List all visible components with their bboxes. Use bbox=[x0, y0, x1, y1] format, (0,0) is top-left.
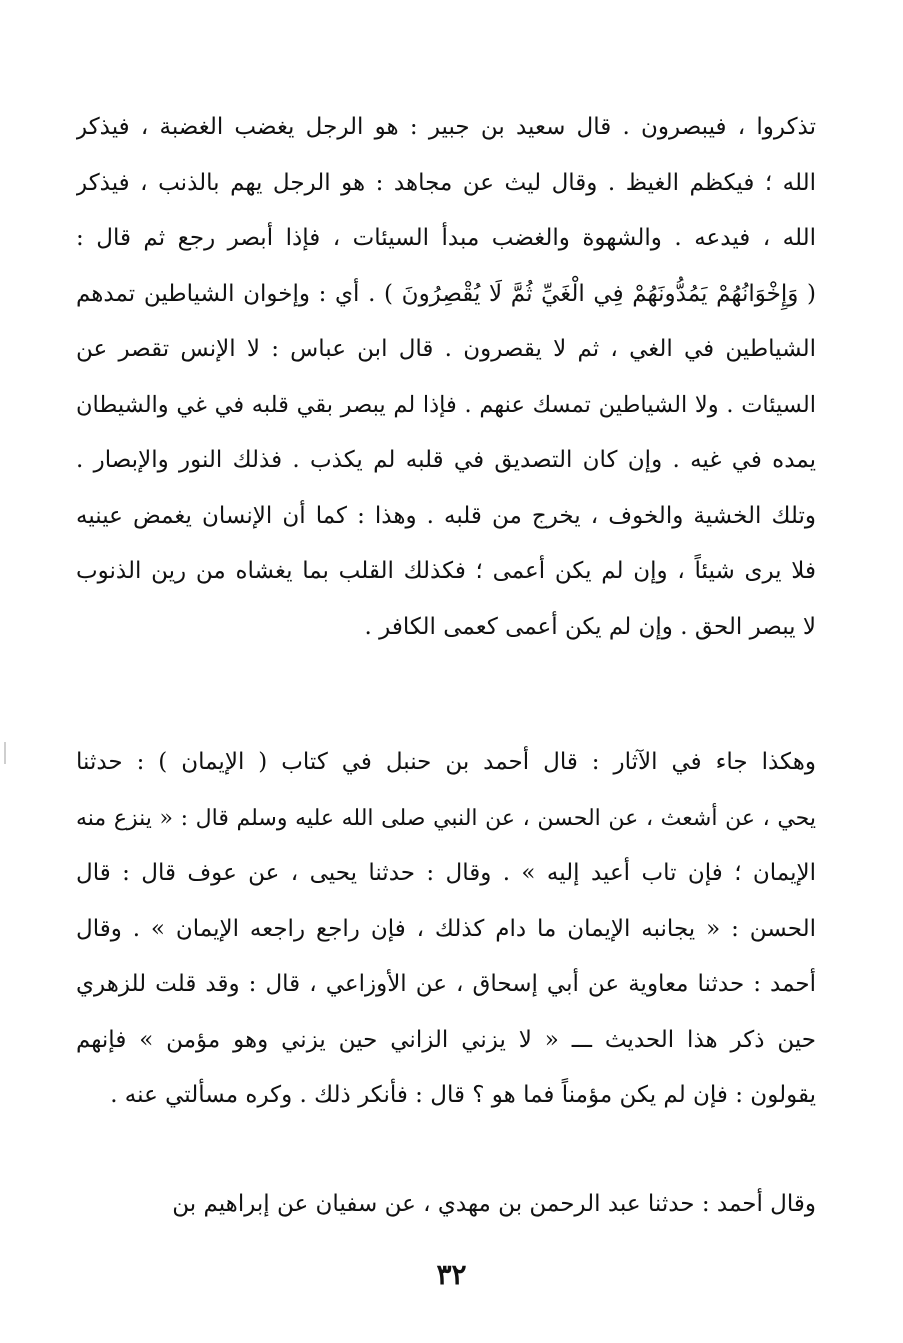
text-line: يمده في غيه . وإن كان التصديق في قلبه لم يكذب . فذلك النور والإبصار . bbox=[76, 447, 816, 473]
text-line: الشياطين في الغي ، ثم لا يقصرون . قال ابن عباس : لا الإنس تقصر عن bbox=[76, 336, 816, 362]
paragraph-2 bbox=[76, 735, 816, 1124]
text-line: وقال أحمد : حدثنا عبد الرحمن بن مهدي ، عن سفيان عن إبراهيم بن bbox=[172, 1191, 816, 1217]
text-line: حين ذكر هذا الحديث ـــ « لا يزني الزاني حين يزني وهو مؤمن » فإنهم bbox=[76, 1026, 816, 1053]
text-line: تذكروا ، فيبصرون . قال سعيد بن جبير : هو الرجل يغضب الغضبة ، فيذكر bbox=[76, 114, 816, 140]
text-line: يقولون : فإن لم يكن مؤمناً فما هو ؟ قال : فأنكر ذلك . وكره مسألتي عنه . bbox=[110, 1082, 816, 1108]
text-line: يحي ، عن أشعث ، عن الحسن ، عن النبي صلى الله عليه وسلم قال : « ينزع منه bbox=[76, 805, 816, 831]
text-line: أحمد : حدثنا معاوية عن أبي إسحاق ، عن الأوزاعي ، قال : وقد قلت للزهري bbox=[76, 971, 816, 997]
page-number: ٣٢ bbox=[436, 1258, 467, 1291]
text-line: فلا يرى شيئاً ، وإن لم يكن أعمى ؛ فكذلك القلب بما يغشاه من رين الذنوب bbox=[76, 558, 816, 584]
text-line: الحسن : « يجانبه الإيمان ما دام كذلك ، فإن راجع راجعه الإيمان » . وقال bbox=[76, 915, 816, 942]
text-line: وهكذا جاء في الآثار : قال أحمد بن حنبل في كتاب ( الإيمان ) : حدثنا bbox=[76, 749, 816, 775]
text-line: الإيمان ؛ فإن تاب أعيد إليه » . وقال : حدثنا يحيى ، عن عوف قال : قال bbox=[76, 860, 816, 886]
text-line: لا يبصر الحق . وإن لم يكن أعمى كعمى الكافر . bbox=[364, 613, 816, 640]
text-line: الله ؛ فيكظم الغيظ . وقال ليث عن مجاهد : هو الرجل يهم بالذنب ، فيذكر bbox=[76, 169, 816, 196]
quran-verse-line: ( وَإِخْوَانُهُمْ يَمُدُّونَهُمْ فِي الْغَيِّ ثُمَّ لَا يُقْصِرُونَ ) . أي : وإخوان الشياطين تمدهم bbox=[76, 280, 816, 307]
text-line: السيئات . ولا الشياطين تمسك عنهم . فإذا لم يبصر بقي قلبه في غي والشيطان bbox=[76, 391, 816, 418]
paragraph-3 bbox=[76, 1177, 816, 1233]
text-line: وتلك الخشية والخوف ، يخرج من قلبه . وهذا : كما أن الإنسان يغمض عينيه bbox=[76, 502, 816, 529]
text-line: الله ، فيدعه . والشهوة والغضب مبدأ السيئات ، فإذا أبصر رجع ثم قال : bbox=[76, 225, 816, 251]
paragraph-1 bbox=[76, 100, 816, 655]
scan-margin-mark bbox=[4, 742, 6, 764]
